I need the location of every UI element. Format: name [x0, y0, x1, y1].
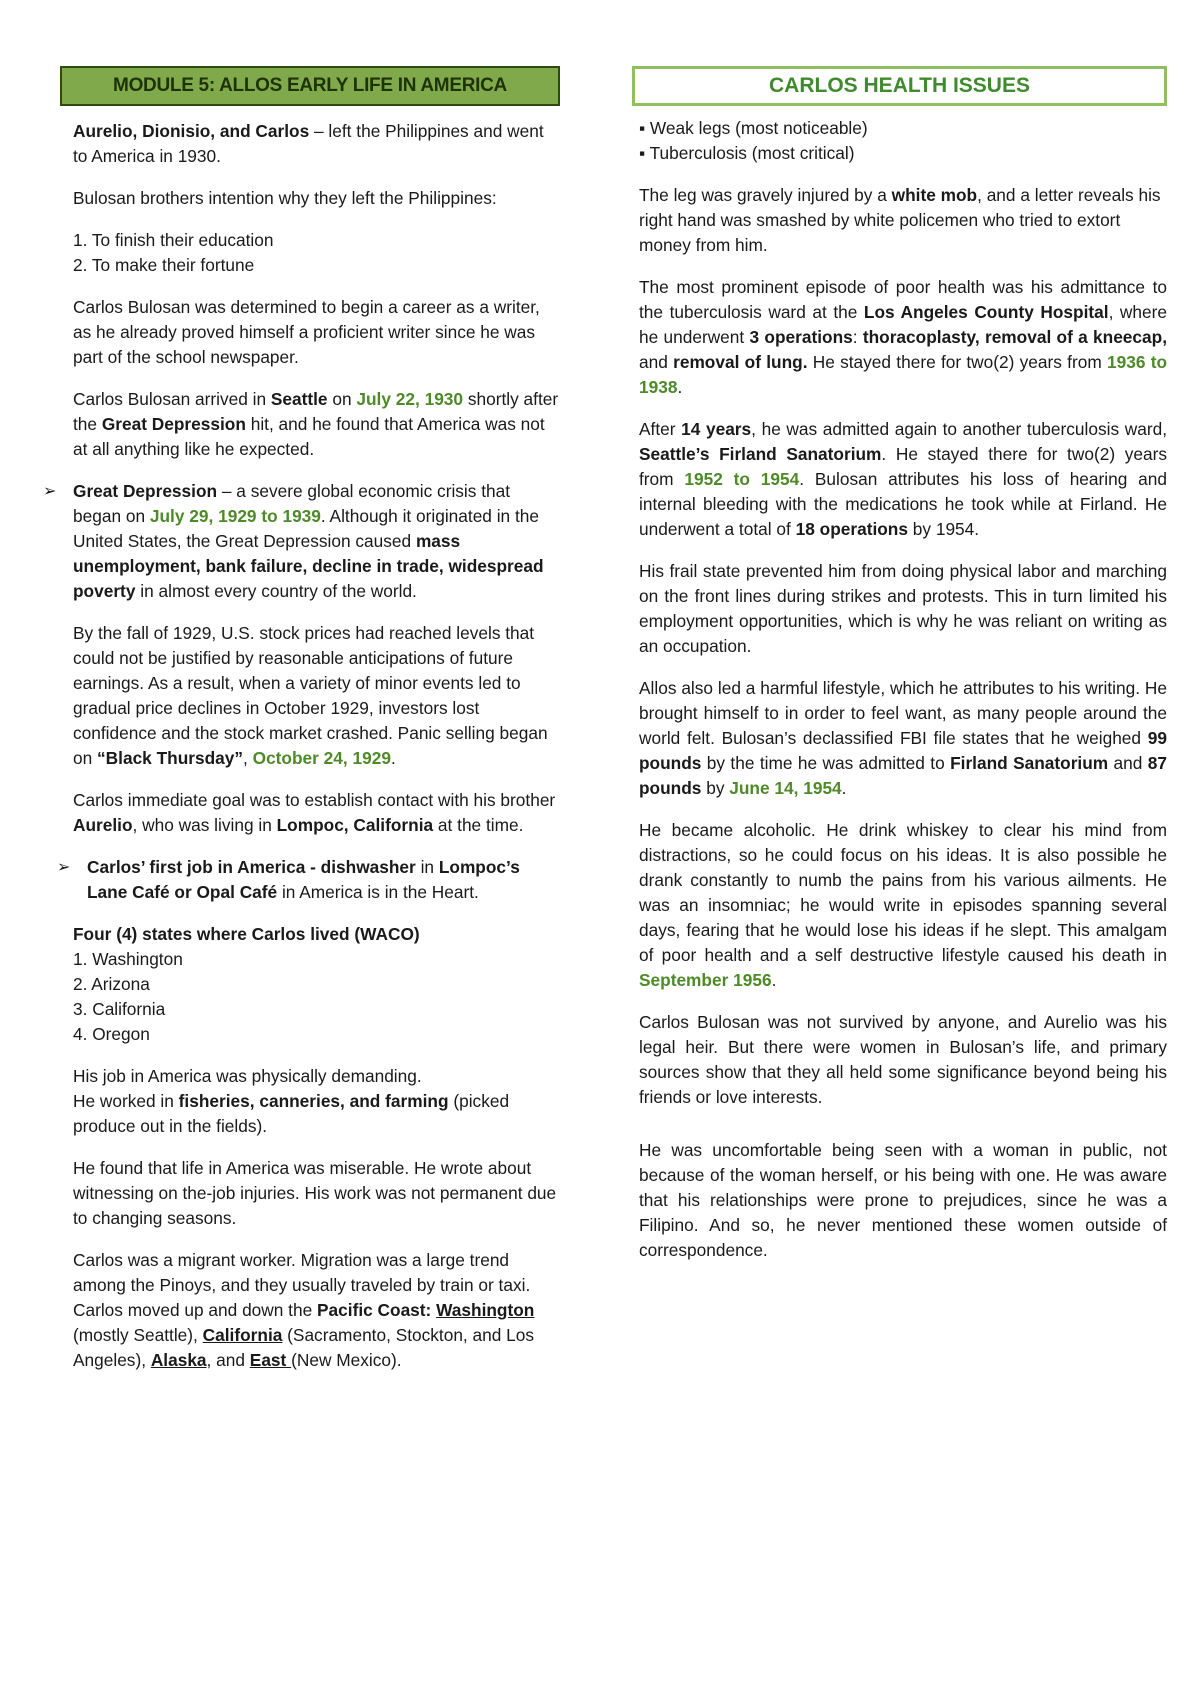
list-item: 1. Washington — [73, 949, 183, 969]
list-item: ▪ Tuberculosis (most critical) — [639, 143, 855, 163]
health-issues-list — [639, 116, 1167, 166]
paragraph-migrant: Carlos was a migrant worker. Migration was a large trend among the Pinoys, and they usually traveled by train or taxi. Carlos moved up and down the Pacific Coast: Washington (mostly Seattle), California (Sacramento, Stockton, and Los Angeles), Alaska, and East (New Mexico). — [73, 1250, 535, 1370]
paragraph-lifestyle: Allos also led a harmful lifestyle, which he attributes to his writing. He brought himself to in order to feel want, as many people around the world felt. Bulosan’s declassified FBI file states that he weighed 99 pounds by the time he was admitted to Firland Sanatorium and 87 pounds by June 14, 1954. — [639, 678, 1167, 798]
paragraph-heir: Carlos Bulosan was not survived by anyone, and Aurelio was his legal heir. But there were women in Bulosan’s life, and primary sources show that they all held some significance beyond being his friends or love interests. — [639, 1012, 1167, 1107]
states-title: Four (4) states where Carlos lived (WACO) — [73, 924, 420, 944]
states-list — [73, 922, 560, 1047]
list-item: 1. To finish their education — [73, 230, 274, 250]
paragraph-la-hospital: The most prominent episode of poor health was his admittance to the tuberculosis ward at the Los Angeles County Hospital, where he underwent 3 operations: thoracoplasty, removal of a kneecap, and removal of lung. He stayed there for two(2) years from 1936 to 1938. — [639, 277, 1168, 397]
module-heading: MODULE 5: ALLOS EARLY LIFE IN AMERICA — [60, 66, 560, 106]
paragraph-first-job: ➢ Carlos’ first job in America - dishwasher in Lompoc’s Lane Café or Opal Café in America is in the Heart. — [57, 857, 520, 902]
paragraph-writer: Carlos Bulosan was determined to begin a career as a writer, as he already proved himself a proficient writer since he was part of the school newspaper. — [73, 297, 540, 367]
paragraph-firland: After 14 years, he was admitted again to another tuberculosis ward, Seattle’s Firland Sanatorium. He stayed there for two(2) years from 1952 to 1954. Bulosan attributes his loss of hearing and internal bleeding with the medications he took while at Firland. He underwent a total of 18 operations by 1954. — [639, 419, 1167, 539]
paragraph-arrival: Carlos Bulosan arrived in Seattle on July 22, 1930 shortly after the Great Depression hit, and he found that America was not at all anything like he expected. — [73, 389, 559, 459]
left-column — [43, 66, 560, 1390]
list-item: 2. To make their fortune — [73, 255, 255, 275]
arrow-bullet-icon: ➢ — [57, 859, 71, 876]
right-column — [632, 66, 1167, 1280]
paragraph-alcoholic: He became alcoholic. He drink whiskey to clear his mind from distractions, so he could focus on his ideas. It is also possible he drank constantly to numb the pains from his various ailments. He was an insomniac; he would write in episodes spanning several days, fearing that he would lose his ideas if he slept. This amalgam of poor health and a self destructive lifestyle caused his death in September 1956. — [639, 820, 1167, 990]
list-item: 2. Arizona — [73, 974, 150, 994]
health-heading: CARLOS HEALTH ISSUES — [632, 66, 1167, 106]
paragraph-miserable: He found that life in America was miserable. He wrote about witnessing on the-job injuries. His work was not permanent due to changing seasons. — [73, 1158, 557, 1228]
list-item: 4. Oregon — [73, 1024, 150, 1044]
paragraph-women: He was uncomfortable being seen with a woman in public, not because of the woman herself, or his being with one. He was aware that his relationships were prone to prejudices, since he was a Filipino. And so, he never mentioned these women outside of correspondence. — [639, 1140, 1167, 1260]
arrow-bullet-icon: ➢ — [43, 483, 57, 500]
paragraph-travelers: Aurelio, Dionisio, and Carlos – left the Philippines and went to America in 1930. — [73, 121, 544, 166]
paragraph-great-depression: ➢ Great Depression – a severe global economic crisis that began on July 29, 1929 to 1939. Although it originated in the United States, the Great Depression caused mass unemployment, bank failure, decline in trade, widespread poverty in almost every country of the world. — [43, 481, 544, 601]
paragraph-frail-state: His frail state prevented him from doing physical labor and marching on the front lines during strikes and protests. This in turn limited his employment opportunities, which is why he was reliant on writing as an occupation. — [639, 561, 1167, 656]
list-item: 3. California — [73, 999, 166, 1019]
paragraph-leg-injury: The leg was gravely injured by a white mob, and a letter reveals his right hand was smashed by white policemen who tried to extort money from him. — [639, 185, 1161, 255]
paragraph-stock-crash: By the fall of 1929, U.S. stock prices had reached levels that could not be justified by reasonable anticipations of future earnings. As a result, when a variety of minor events led to gradual price declines in October 1929, investors lost confidence and the stock market crashed. Panic selling began on “Black Thursday”, October 24, 1929. — [73, 623, 548, 768]
paragraph-job-demands: His job in America was physically demanding. He worked in fisheries, canneries, and farming (picked produce out in the fields). — [73, 1066, 510, 1136]
paragraph-goal: Carlos immediate goal was to establish contact with his brother Aurelio, who was living in Lompoc, California at the time. — [73, 790, 556, 835]
list-item: ▪ Weak legs (most noticeable) — [639, 118, 868, 138]
reasons-list — [73, 228, 560, 278]
paragraph-intention: Bulosan brothers intention why they left the Philippines: — [73, 188, 497, 208]
